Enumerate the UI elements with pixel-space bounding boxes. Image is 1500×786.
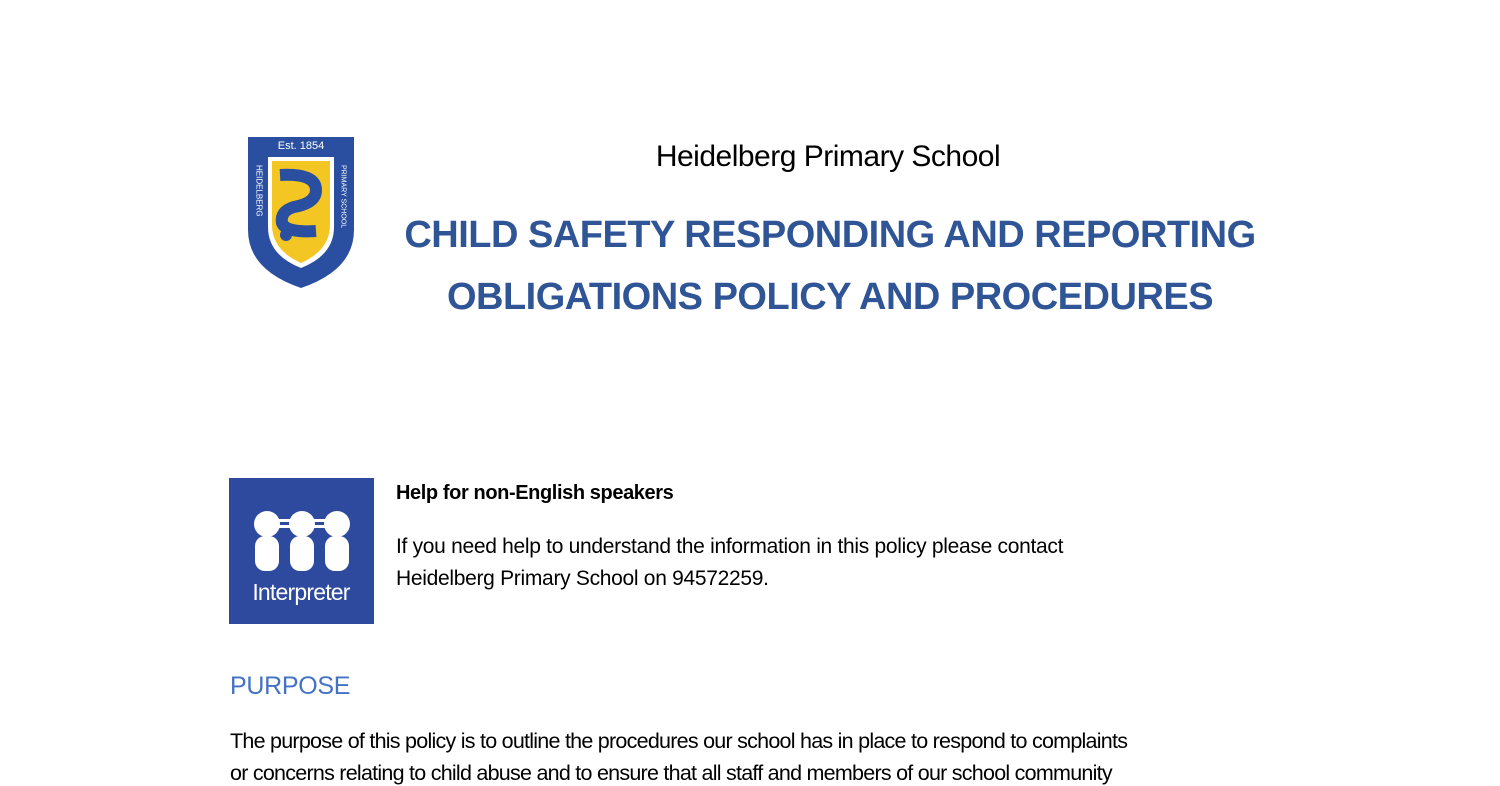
school-name: Heidelberg Primary School [655,140,1001,173]
purpose-heading: PURPOSE [230,672,351,700]
svg-text:PRIMARY SCHOOL: PRIMARY SCHOOL [339,165,347,229]
document-title-line-1: CHILD SAFETY RESPONDING AND REPORTING [404,214,1256,256]
purpose-text-line: or concerns relating to child abuse and to ensure that all staff and members of our school community [230,761,1112,785]
document-title-line-2: OBLIGATIONS POLICY AND PROCEDURES [446,276,1214,318]
school-crest-logo [246,135,356,290]
help-text-line: Heidelberg Primary School on 94572259. [396,567,769,590]
help-text-line: If you need help to understand the information in this policy please contact [396,535,1064,558]
help-heading: Help for non-English speakers [396,482,674,504]
svg-text:Interpreter: Interpreter [252,579,350,605]
purpose-text-line: The purpose of this policy is to outline the procedures our school has in place to respond to complaints [230,729,1128,753]
interpreter-icon [229,478,374,624]
svg-text:HEIDELBERG: HEIDELBERG [254,165,264,217]
svg-text:Est. 1854: Est. 1854 [277,140,325,152]
